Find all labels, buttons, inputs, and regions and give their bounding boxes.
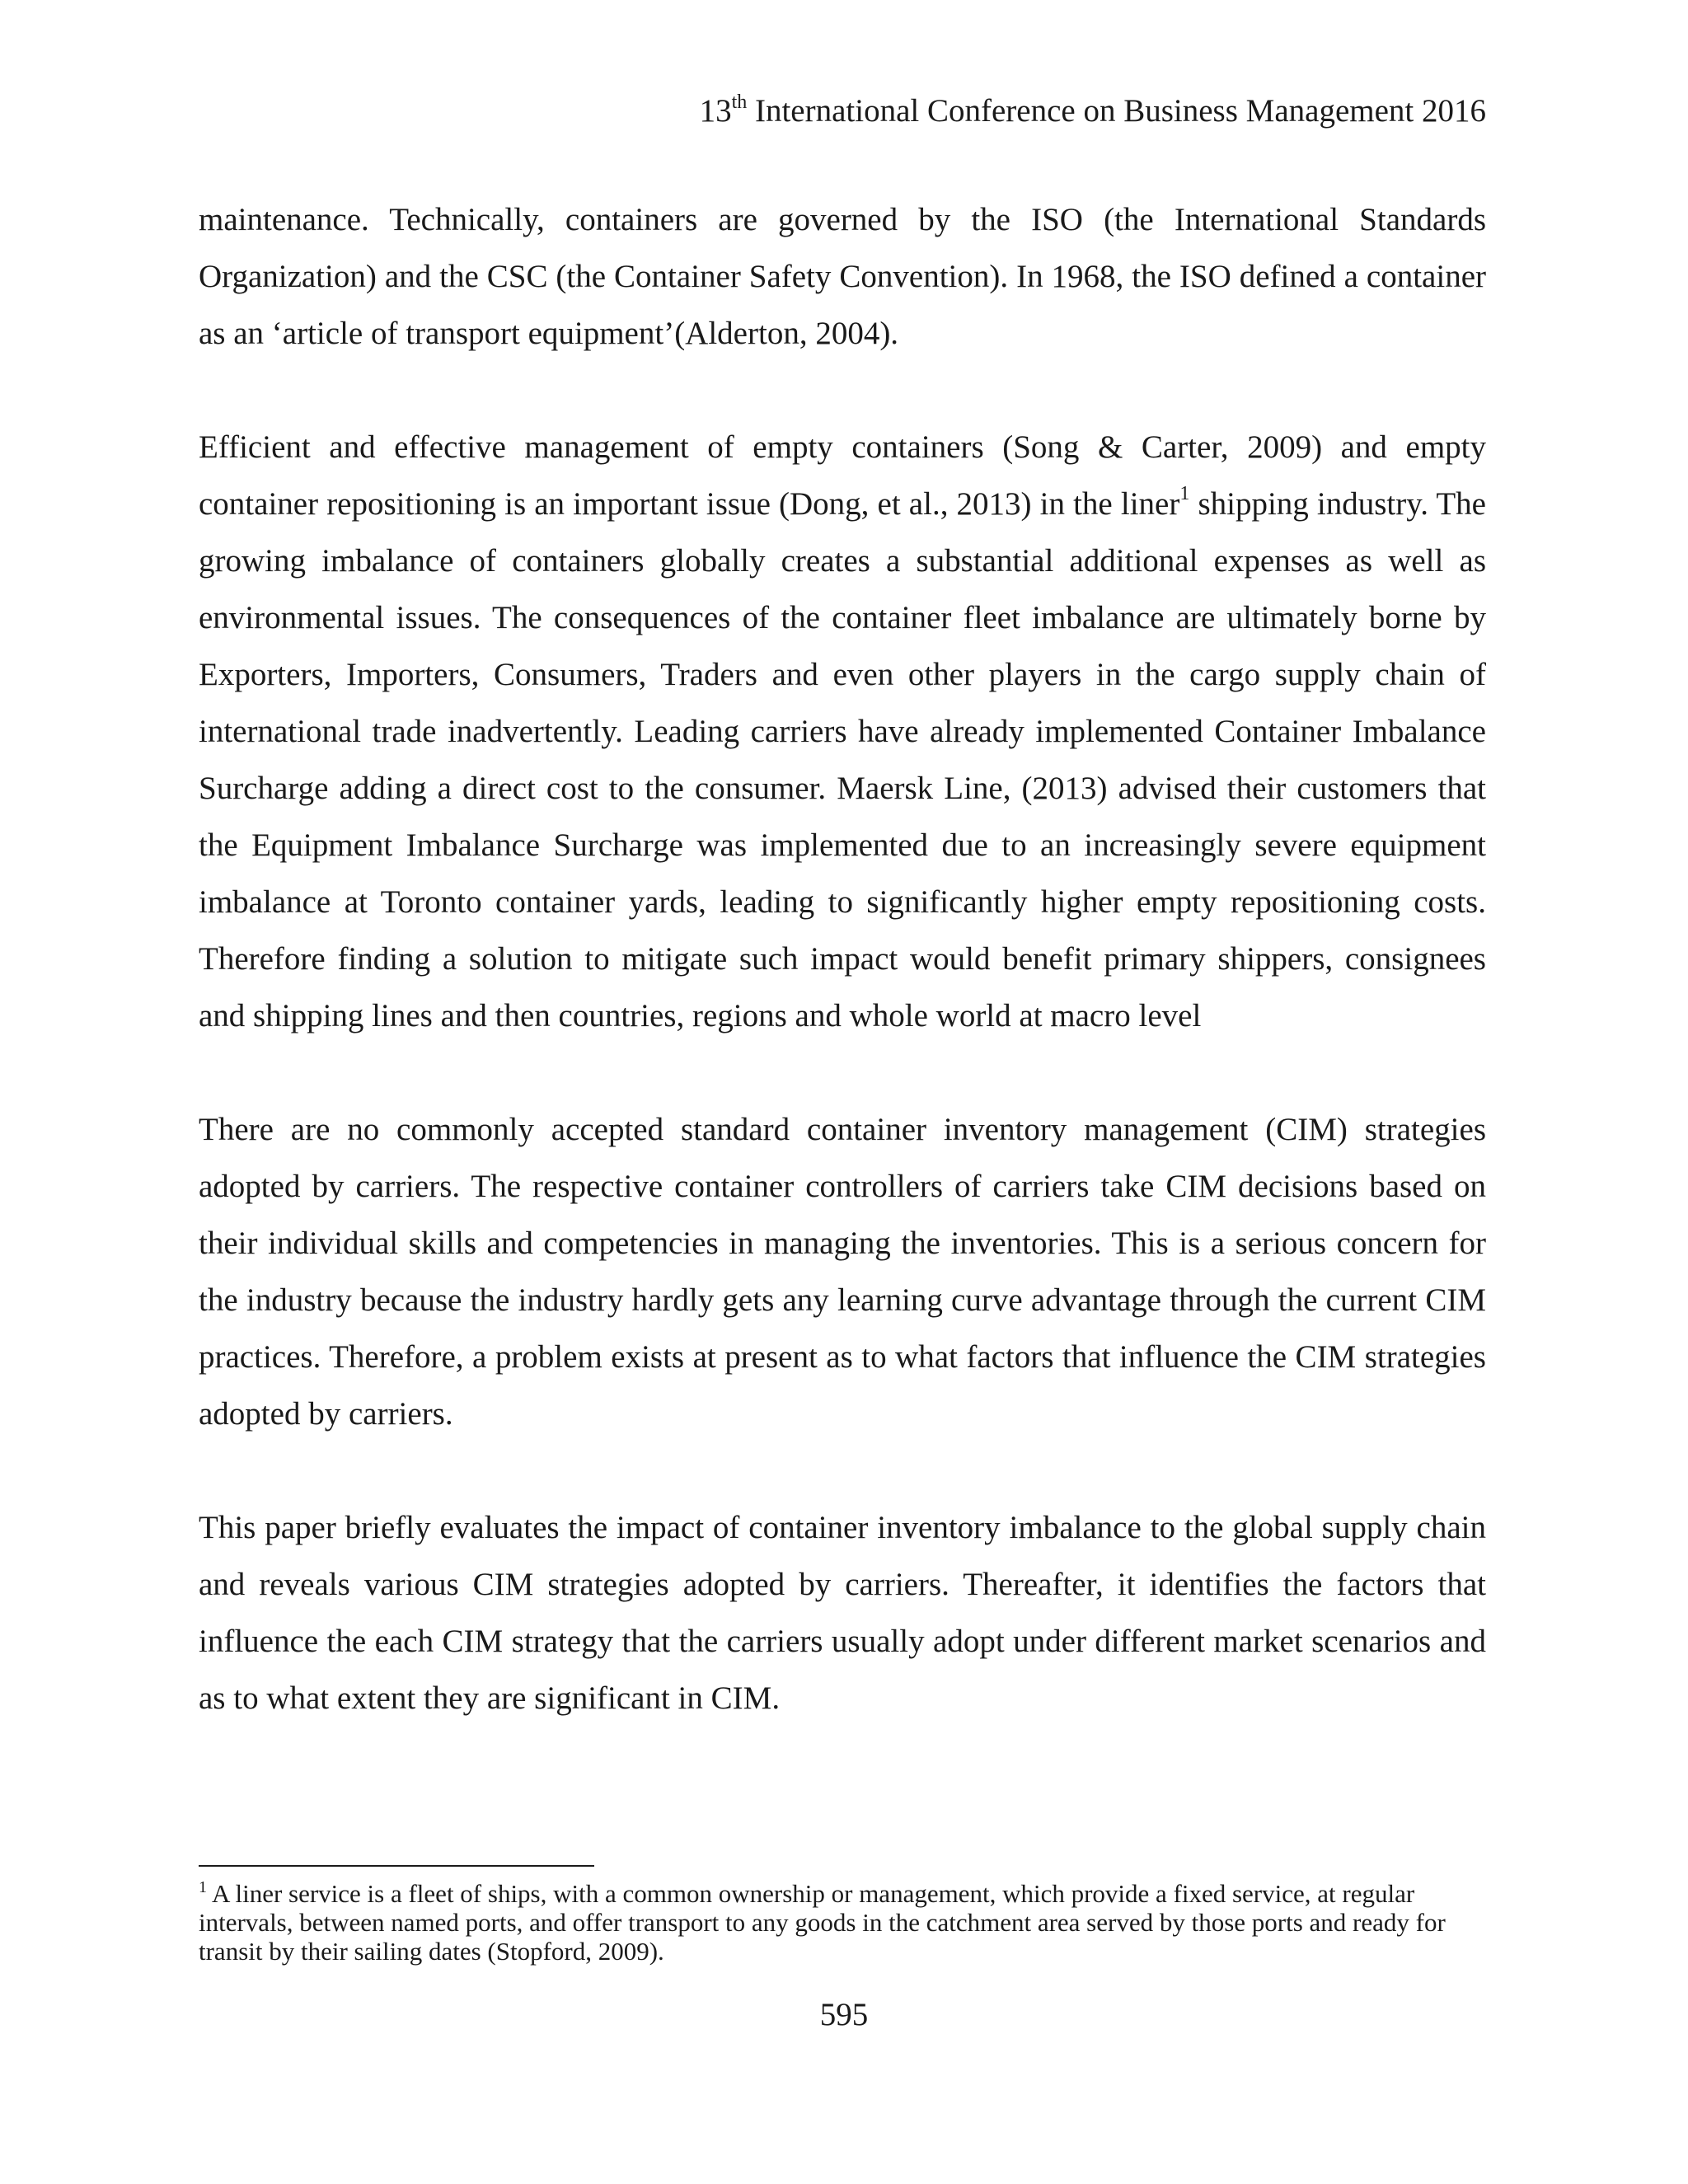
footnote <box>199 1879 1486 1966</box>
paragraph-text: shipping industry. The growing imbalance of containers globally creates a substantial additional expenses as well as environmental issues. The consequences of the container fleet imbalance are ultimately borne by Exporters, Importers, Consumers, Traders and even other players in the cargo supply chain of international trade inadvertently. Leading carriers have already implemented Container Imbalance Surcharge adding a direct cost to the consumer. Maersk Line, (2013) advised their customers that the Equipment Imbalance Surcharge was implemented due to an increasingly severe equipment imbalance at Toronto container yards, leading to significantly higher empty repositioning costs. Therefore finding a solution to mitigate such impact would benefit primary shippers, consignees and shipping lines and then countries, regions and whole world at macro level <box>199 486 1486 1033</box>
paragraph-iso-definition <box>199 191 1486 362</box>
page-number: 595 <box>819 1997 869 2032</box>
paragraph-text: This paper briefly evaluates the impact of container inventory imbalance to the global supply chain and reveals various CIM strategies adopted by carriers. Thereafter, it identifies the factors that influence the each CIM strategy that the carriers usually adopt under different market scenarios and as to what extent they are significant in CIM. <box>199 1510 1486 1716</box>
header-prefix: 13 <box>699 93 732 129</box>
footnote-separator <box>199 1865 594 1867</box>
header-superscript: th <box>731 91 748 113</box>
header-title: International Conference on Business Management 2016 <box>747 93 1486 129</box>
body-text <box>199 191 1486 1783</box>
paragraph-empty-containers <box>199 419 1486 1044</box>
running-header <box>699 91 1486 129</box>
footnote-mark: 1 <box>199 1878 207 1896</box>
paragraph-text: maintenance. Technically, containers are governed by the ISO (the International Standards Organization) and the CSC (the Container Safety Convention). In 1968, the ISO defined a container as an ‘article of transport equipment’(Alderton, 2004). <box>199 202 1486 351</box>
paragraph-paper-scope <box>199 1499 1486 1727</box>
footnote-text: A liner service is a fleet of ships, with a common ownership or management, which provide a fixed service, at regular intervals, between named ports, and offer transport to any goods in the catchment area served by those ports and ready for transit by their sailing dates (Stopford, 2009). <box>199 1879 1446 1966</box>
paragraph-text: There are no commonly accepted standard container inventory management (CIM) strategies adopted by carriers. The respective container controllers of carriers take CIM decisions based on their individual skills and competencies in managing the inventories. This is a serious concern for the industry because the industry hardly gets any learning curve advantage through the current CIM practices. Therefore, a problem exists at present as to what factors that influence the CIM strategies adopted by carriers. <box>199 1112 1486 1432</box>
paragraph-cim-problem <box>199 1101 1486 1442</box>
footnote-reference[interactable]: 1 <box>1179 483 1190 504</box>
paragraph-text: Efficient and effective management of empty containers (Song & Carter, 2009) and empty container repositioning is an important issue (Dong, et al., 2013) in the liner <box>199 429 1486 522</box>
